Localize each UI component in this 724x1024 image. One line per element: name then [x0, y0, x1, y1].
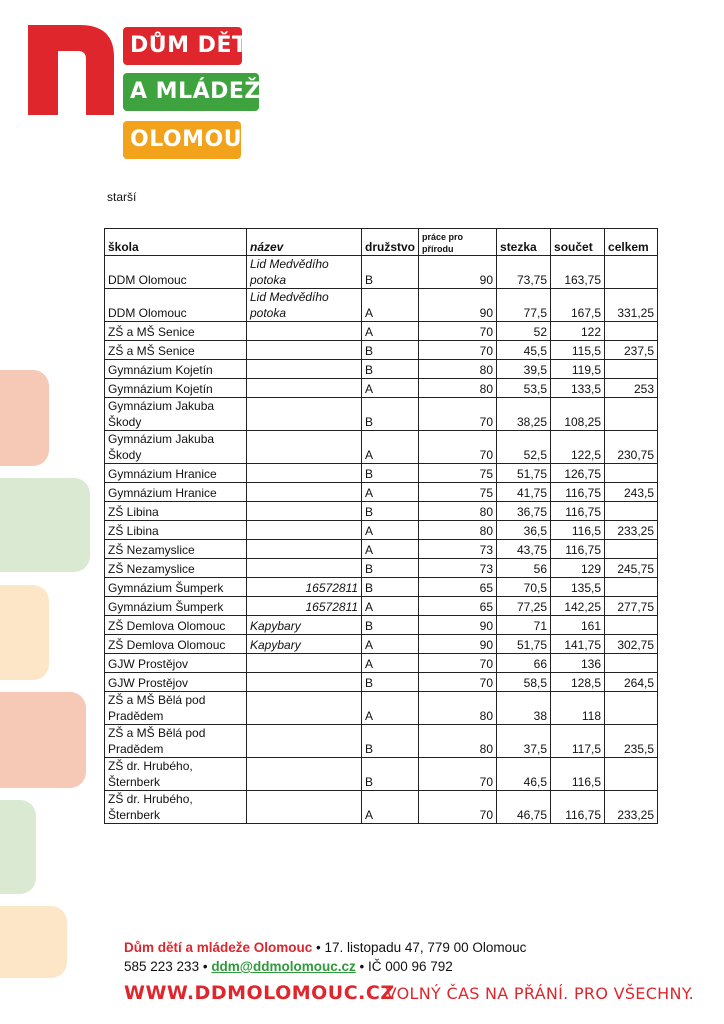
footer-email-link[interactable]: ddm@ddmolomouc.cz [211, 959, 356, 974]
decor-block-salmon [0, 370, 49, 466]
cell-nazev: Lid Medvědího potoka [247, 256, 362, 289]
cell-prace: 80 [419, 502, 497, 521]
cell-nazev [247, 483, 362, 502]
cell-stezka: 66 [497, 654, 551, 673]
cell-celkem [605, 578, 658, 597]
cell-stezka: 38,25 [497, 398, 551, 431]
cell-soucet: 116,75 [551, 483, 605, 502]
cell-soucet: 116,75 [551, 502, 605, 521]
cell-celkem [605, 256, 658, 289]
cell-celkem [605, 398, 658, 431]
cell-celkem [605, 322, 658, 341]
cell-skola: ZŠ a MŠ Bělá pod Pradědem [105, 692, 247, 725]
header-nazev: název [247, 229, 362, 256]
cell-stezka: 45,5 [497, 341, 551, 360]
header-stezka: stezka [497, 229, 551, 256]
cell-soucet: 116,75 [551, 540, 605, 559]
cell-soucet: 135,5 [551, 578, 605, 597]
cell-stezka: 51,75 [497, 635, 551, 654]
cell-nazev [247, 398, 362, 431]
cell-celkem: 253 [605, 379, 658, 398]
cell-skola: DDM Olomouc [105, 289, 247, 322]
cell-stezka: 36,5 [497, 521, 551, 540]
cell-soucet: 128,5 [551, 673, 605, 692]
cell-stezka: 43,75 [497, 540, 551, 559]
cell-skola: ZŠ dr. Hrubého, Šternberk [105, 791, 247, 824]
cell-stezka: 58,5 [497, 673, 551, 692]
cell-nazev [247, 654, 362, 673]
cell-skola: ZŠ Demlova Olomouc [105, 635, 247, 654]
cell-celkem [605, 616, 658, 635]
cell-nazev [247, 758, 362, 791]
table-row [105, 559, 658, 578]
decor-block-cream-2 [0, 906, 67, 978]
cell-nazev [247, 379, 362, 398]
footer-phone: 585 223 233 • [124, 959, 212, 974]
footer-web-link[interactable]: WWW.DDMOLOMOUC.CZ [124, 982, 395, 1004]
cell-skola: GJW Prostějov [105, 673, 247, 692]
table-row [105, 398, 658, 431]
cell-prace: 70 [419, 398, 497, 431]
cell-prace: 70 [419, 791, 497, 824]
cell-druzstvo: B [362, 398, 419, 431]
cell-stezka: 36,75 [497, 502, 551, 521]
cell-soucet: 167,5 [551, 289, 605, 322]
cell-soucet: 122,5 [551, 431, 605, 464]
cell-soucet: 133,5 [551, 379, 605, 398]
cell-nazev [247, 360, 362, 379]
cell-prace: 65 [419, 597, 497, 616]
cell-druzstvo: B [362, 758, 419, 791]
cell-stezka: 53,5 [497, 379, 551, 398]
cell-stezka: 73,75 [497, 256, 551, 289]
cell-skola: Gymnázium Kojetín [105, 379, 247, 398]
cell-stezka: 51,75 [497, 464, 551, 483]
cell-soucet: 142,25 [551, 597, 605, 616]
table-row [105, 725, 658, 758]
cell-druzstvo: A [362, 483, 419, 502]
cell-prace: 75 [419, 464, 497, 483]
cell-nazev: Kapybary [247, 635, 362, 654]
cell-nazev [247, 725, 362, 758]
cell-celkem: 230,75 [605, 431, 658, 464]
cell-stezka: 71 [497, 616, 551, 635]
cell-nazev [247, 341, 362, 360]
cell-skola: Gymnázium Hranice [105, 464, 247, 483]
cell-celkem: 302,75 [605, 635, 658, 654]
table-row [105, 521, 658, 540]
cell-stezka: 56 [497, 559, 551, 578]
cell-soucet: 126,75 [551, 464, 605, 483]
cell-skola: Gymnázium Jakuba Škody [105, 398, 247, 431]
cell-druzstvo: A [362, 635, 419, 654]
decor-block-green-2 [0, 800, 36, 894]
cell-nazev: Lid Medvědího potoka [247, 289, 362, 322]
footer-ic: • IČ 000 96 792 [355, 959, 453, 974]
header-druzstvo: družstvo [362, 229, 419, 256]
cell-celkem: 277,75 [605, 597, 658, 616]
cell-soucet: 129 [551, 559, 605, 578]
header-soucet: součet [551, 229, 605, 256]
cell-skola: ZŠ a MŠ Bělá pod Pradědem [105, 725, 247, 758]
cell-nazev [247, 692, 362, 725]
cell-druzstvo: B [362, 341, 419, 360]
cell-druzstvo: A [362, 431, 419, 464]
cell-druzstvo: B [362, 256, 419, 289]
table-row [105, 758, 658, 791]
cell-stezka: 70,5 [497, 578, 551, 597]
table-row [105, 256, 658, 289]
cell-skola: ZŠ dr. Hrubého, Šternberk [105, 758, 247, 791]
cell-celkem: 331,25 [605, 289, 658, 322]
cell-soucet: 116,75 [551, 791, 605, 824]
cell-soucet: 115,5 [551, 341, 605, 360]
header-prace-pro-prirodu: práce pro přírodu [419, 229, 497, 256]
header-celkem: celkem [605, 229, 658, 256]
cell-skola: ZŠ a MŠ Senice [105, 341, 247, 360]
cell-skola: GJW Prostějov [105, 654, 247, 673]
table-row [105, 289, 658, 322]
cell-prace: 70 [419, 654, 497, 673]
cell-stezka: 39,5 [497, 360, 551, 379]
cell-skola: ZŠ Nezamyslice [105, 540, 247, 559]
footer-line-1 [124, 938, 526, 957]
cell-skola: Gymnázium Šumperk [105, 578, 247, 597]
cell-prace: 90 [419, 635, 497, 654]
table-row [105, 322, 658, 341]
cell-prace: 80 [419, 725, 497, 758]
cell-soucet: 163,75 [551, 256, 605, 289]
cell-nazev [247, 559, 362, 578]
cell-soucet: 117,5 [551, 725, 605, 758]
cell-celkem [605, 654, 658, 673]
table-row [105, 673, 658, 692]
cell-prace: 90 [419, 289, 497, 322]
cell-nazev [247, 791, 362, 824]
cell-soucet: 119,5 [551, 360, 605, 379]
logo-line-1: DŮM DĚTÍ [123, 27, 242, 65]
footer-address: • 17. listopadu 47, 779 00 Olomouc [312, 940, 527, 955]
table-row [105, 597, 658, 616]
cell-druzstvo: A [362, 654, 419, 673]
table-row [105, 464, 658, 483]
cell-prace: 73 [419, 559, 497, 578]
cell-druzstvo: A [362, 791, 419, 824]
cell-nazev [247, 540, 362, 559]
cell-prace: 80 [419, 379, 497, 398]
cell-druzstvo: B [362, 578, 419, 597]
cell-nazev [247, 431, 362, 464]
footer-line-2 [124, 957, 526, 976]
cell-stezka: 52,5 [497, 431, 551, 464]
cell-prace: 70 [419, 673, 497, 692]
cell-nazev [247, 502, 362, 521]
cell-druzstvo: B [362, 360, 419, 379]
cell-celkem [605, 692, 658, 725]
cell-stezka: 46,75 [497, 791, 551, 824]
cell-skola: ZŠ Demlova Olomouc [105, 616, 247, 635]
cell-prace: 75 [419, 483, 497, 502]
cell-skola: Gymnázium Šumperk [105, 597, 247, 616]
cell-nazev [247, 464, 362, 483]
cell-stezka: 38 [497, 692, 551, 725]
footer-org-name: Dům dětí a mládeže Olomouc [124, 940, 313, 955]
cell-prace: 90 [419, 256, 497, 289]
logo-d-mark [28, 25, 114, 115]
cell-stezka: 77,5 [497, 289, 551, 322]
cell-prace: 70 [419, 431, 497, 464]
cell-soucet: 161 [551, 616, 605, 635]
cell-nazev [247, 521, 362, 540]
cell-nazev: 16572811 [247, 578, 362, 597]
cell-skola: Gymnázium Hranice [105, 483, 247, 502]
table-row [105, 360, 658, 379]
logo-line-2: A MLÁDEŽE [123, 73, 259, 111]
cell-celkem: 233,25 [605, 791, 658, 824]
ddm-logo [28, 25, 277, 165]
cell-druzstvo: A [362, 597, 419, 616]
cell-stezka: 77,25 [497, 597, 551, 616]
cell-soucet: 141,75 [551, 635, 605, 654]
cell-druzstvo: B [362, 464, 419, 483]
table-row [105, 692, 658, 725]
cell-druzstvo: B [362, 559, 419, 578]
cell-celkem [605, 540, 658, 559]
cell-celkem: 264,5 [605, 673, 658, 692]
cell-celkem [605, 758, 658, 791]
cell-skola: ZŠ a MŠ Senice [105, 322, 247, 341]
cell-druzstvo: B [362, 502, 419, 521]
cell-druzstvo: A [362, 692, 419, 725]
cell-druzstvo: B [362, 725, 419, 758]
table-row [105, 616, 658, 635]
cell-soucet: 116,5 [551, 758, 605, 791]
cell-prace: 73 [419, 540, 497, 559]
cell-nazev: 16572811 [247, 597, 362, 616]
decor-block-green [0, 478, 90, 572]
cell-soucet: 118 [551, 692, 605, 725]
cell-soucet: 122 [551, 322, 605, 341]
cell-skola: ZŠ Libina [105, 521, 247, 540]
cell-druzstvo: A [362, 379, 419, 398]
table-row [105, 791, 658, 824]
table-row [105, 502, 658, 521]
cell-skola: Gymnázium Jakuba Škody [105, 431, 247, 464]
cell-druzstvo: A [362, 289, 419, 322]
table-row [105, 431, 658, 464]
cell-soucet: 116,5 [551, 521, 605, 540]
cell-skola: ZŠ Nezamyslice [105, 559, 247, 578]
cell-celkem: 237,5 [605, 341, 658, 360]
cell-druzstvo: B [362, 616, 419, 635]
cell-druzstvo: A [362, 521, 419, 540]
results-table [104, 228, 658, 824]
cell-stezka: 37,5 [497, 725, 551, 758]
table-row [105, 654, 658, 673]
header-skola: škola [105, 229, 247, 256]
table-row [105, 635, 658, 654]
cell-celkem [605, 502, 658, 521]
cell-prace: 80 [419, 521, 497, 540]
cell-skola: ZŠ Libina [105, 502, 247, 521]
cell-soucet: 136 [551, 654, 605, 673]
cell-druzstvo: B [362, 673, 419, 692]
cell-druzstvo: A [362, 540, 419, 559]
table-row [105, 341, 658, 360]
cell-stezka: 46,5 [497, 758, 551, 791]
cell-skola: Gymnázium Kojetín [105, 360, 247, 379]
logo-line-3: OLOMOUC [123, 121, 241, 159]
cell-prace: 70 [419, 758, 497, 791]
footer-contact [124, 938, 526, 976]
cell-skola: DDM Olomouc [105, 256, 247, 289]
cell-celkem [605, 360, 658, 379]
table-header-row [105, 229, 658, 256]
table-row [105, 578, 658, 597]
cell-celkem: 235,5 [605, 725, 658, 758]
cell-celkem: 233,25 [605, 521, 658, 540]
cell-stezka: 52 [497, 322, 551, 341]
cell-celkem [605, 464, 658, 483]
cell-prace: 70 [419, 322, 497, 341]
decor-block-cream [0, 585, 49, 680]
cell-nazev [247, 673, 362, 692]
cell-nazev [247, 322, 362, 341]
table-row [105, 540, 658, 559]
cell-stezka: 41,75 [497, 483, 551, 502]
cell-prace: 65 [419, 578, 497, 597]
cell-celkem: 245,75 [605, 559, 658, 578]
footer-slogan: VOLNÝ ČAS NA PŘÁNÍ. PRO VŠECHNY. [385, 984, 694, 1003]
cell-druzstvo: A [362, 322, 419, 341]
cell-prace: 90 [419, 616, 497, 635]
category-label: starší [107, 190, 137, 204]
cell-prace: 80 [419, 360, 497, 379]
decor-block-salmon-2 [0, 692, 86, 788]
cell-prace: 80 [419, 692, 497, 725]
cell-soucet: 108,25 [551, 398, 605, 431]
cell-nazev: Kapybary [247, 616, 362, 635]
table-row [105, 483, 658, 502]
cell-celkem: 243,5 [605, 483, 658, 502]
table-row [105, 379, 658, 398]
cell-prace: 70 [419, 341, 497, 360]
